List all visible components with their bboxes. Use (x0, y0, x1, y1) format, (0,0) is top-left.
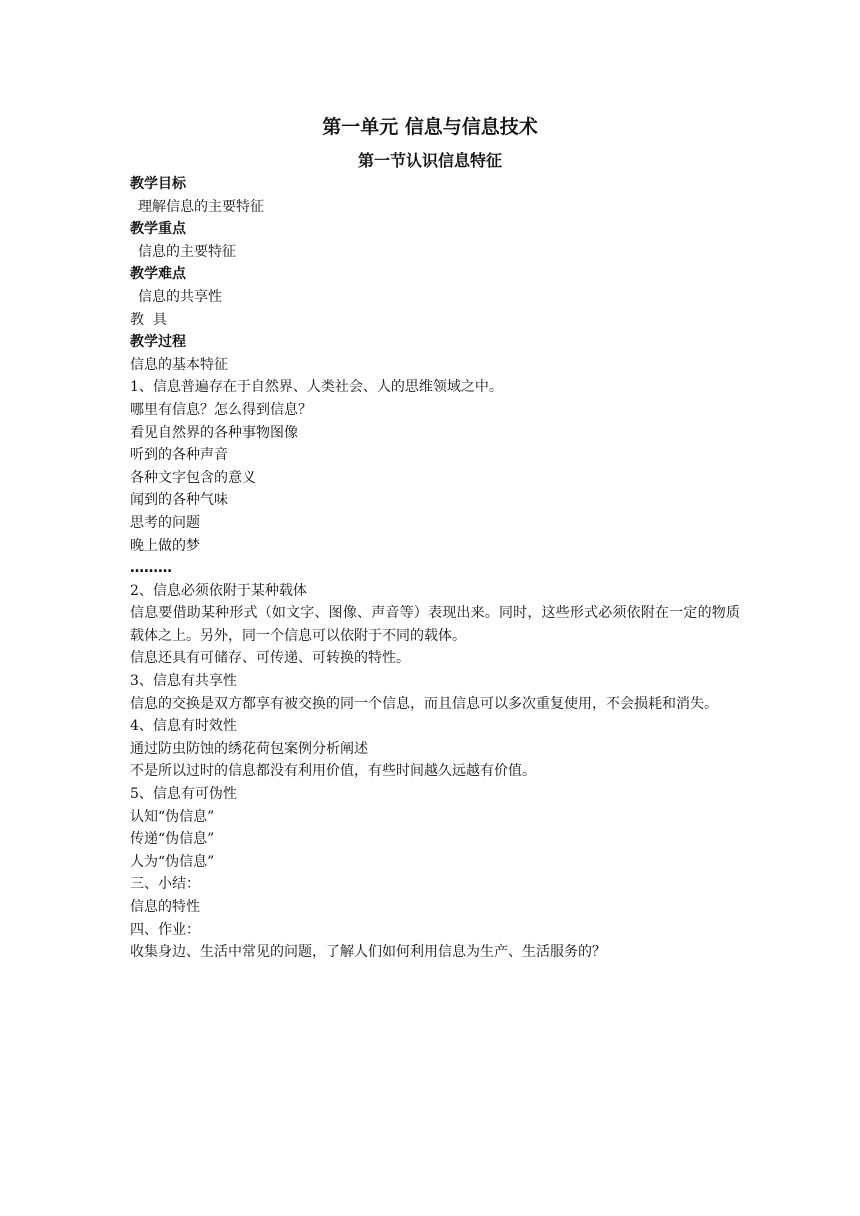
point5-title: 5、信息有可伪性 (130, 786, 237, 803)
section-title: 第一节认识信息特征 (357, 151, 502, 170)
difficulty-heading: 教学难点 (130, 266, 186, 283)
list-item: 思考的问题 (130, 514, 200, 531)
point2-paragraph-2: 信息还具有可储存、可传递、可转换的特性。 (130, 650, 410, 667)
page-title: 第一单元 信息与信息技术 (322, 116, 538, 138)
point4-paragraph-2: 不是所以过时的信息都没有利用价值，有些时间越久远越有价值。 (130, 763, 536, 780)
point1-ellipsis: ……… (130, 560, 172, 577)
list-item: 听到的各种声音 (130, 447, 228, 464)
process-intro: 信息的基本特征 (130, 356, 228, 373)
objective-heading: 教学目标 (130, 176, 186, 192)
process-heading: 教学过程 (130, 334, 186, 351)
list-item: 晚上做的梦 (130, 537, 200, 554)
tools-label: 教 具 (130, 311, 167, 328)
homework-heading: 四、作业： (130, 921, 200, 938)
point4-paragraph: 通过防虫防蚀的绣花荷包案例分析阐述 (130, 740, 368, 757)
document-body (130, 173, 740, 964)
list-item: 各种文字包含的意义 (130, 469, 256, 486)
summary-heading: 三、小结： (130, 876, 200, 893)
objective-text: 理解信息的主要特征 (138, 198, 264, 215)
list-item: 看见自然界的各种事物图像 (130, 424, 298, 441)
point2-paragraph: 信息要借助某种形式（如文字、图像、声音等）表现出来。同时，这些形式必须依附在一定的物质载体之上。另外，同一个信息可以依附于不同的载体。 (130, 605, 740, 644)
difficulty-text: 信息的共享性 (138, 288, 222, 305)
list-item: 闻到的各种气味 (130, 492, 228, 509)
point3-paragraph: 信息的交换是双方都享有被交换的同一个信息，而且信息可以多次重复使用，不会损耗和消失。 (130, 695, 718, 712)
list-item: 传递“伪信息” (130, 831, 215, 848)
list-item: 人为“伪信息” (130, 853, 215, 870)
point3-title: 3、信息有共享性 (130, 673, 237, 690)
point1-question: 哪里有信息？怎么得到信息？ (130, 401, 312, 418)
list-item: 认知“伪信息” (130, 808, 215, 825)
homework-text: 收集身边、生活中常见的问题，了解人们如何利用信息为生产、生活服务的？ (130, 944, 606, 961)
key-point-text: 信息的主要特征 (138, 243, 236, 260)
point1-title: 1、信息普遍存在于自然界、人类社会、人的思维领域之中。 (130, 379, 503, 396)
key-point-heading: 教学重点 (130, 221, 186, 238)
summary-text: 信息的特性 (130, 899, 200, 915)
point4-title: 4、信息有时效性 (130, 718, 237, 735)
point2-title: 2、信息必须依附于某种载体 (130, 582, 307, 599)
